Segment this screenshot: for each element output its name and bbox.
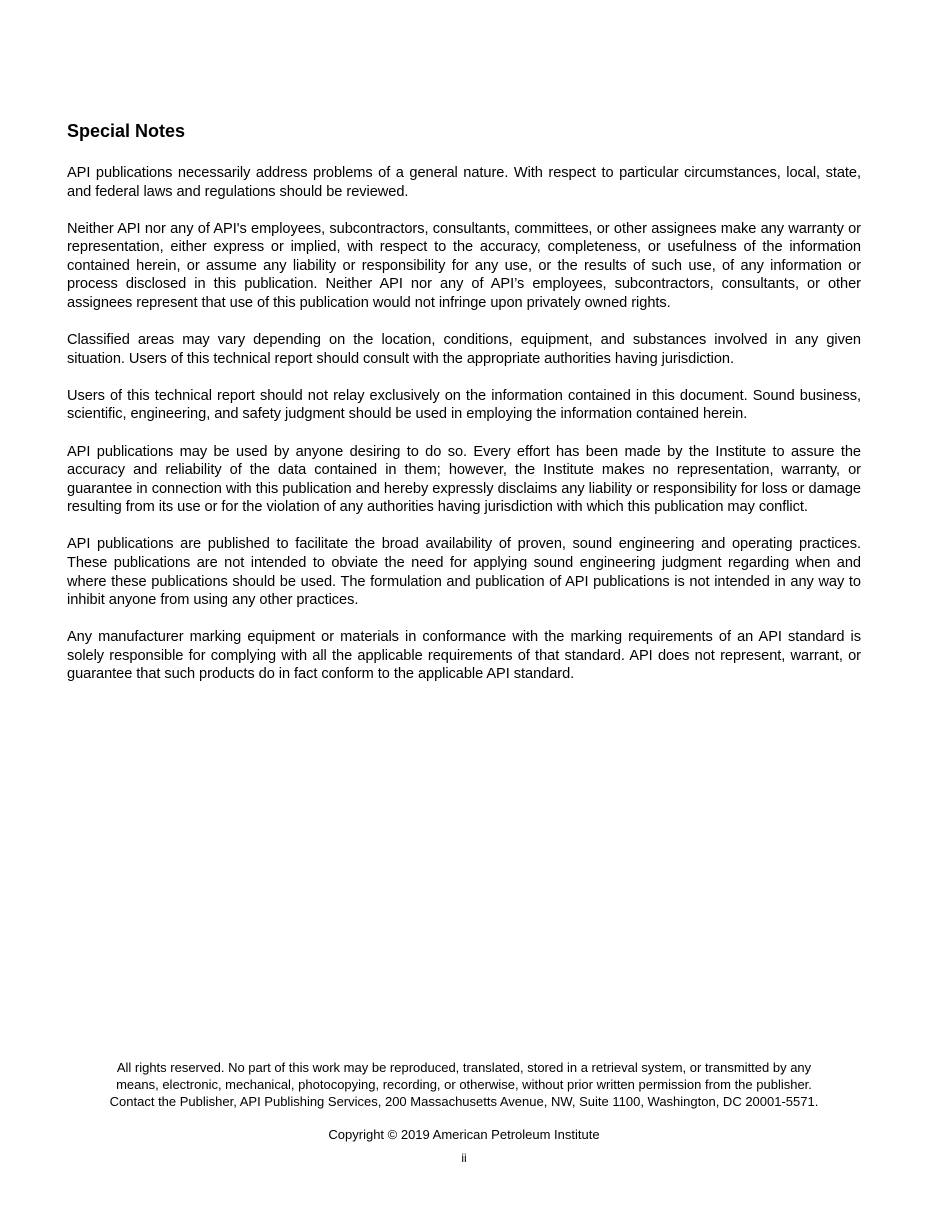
paragraph-1: API publications necessarily address problems of a general nature. With respect to particular circumstances, local, state, and federal laws and regulations should be reviewed. [67, 165, 861, 200]
rights-line-2: means, electronic, mechanical, photocopying, recording, or otherwise, without prior written permission from the publisher. [116, 1076, 812, 1092]
page-footer [67, 1060, 861, 1166]
paragraph-7: Any manufacturer marking equipment or materials in conformance with the marking requirements of an API standard is solely responsible for complying with all the applicable requirements of that standard. API does not represent, warrant, or guarantee that such products do in fact conform to the applicable API standard. [67, 629, 861, 683]
special-notes-section [67, 119, 861, 703]
section-heading: Special Notes [67, 121, 186, 141]
paragraph-5: API publications may be used by anyone desiring to do so. Every effort has been made by the Institute to assure the accuracy and reliability of the data contained in them; however, the Institute makes no representation, warranty, or guarantee in connection with this publication and hereby expressly disclaims any liability or responsibility for loss or damage resulting from its use or for the violation of any authorities having jurisdiction with which this publication may conflict. [67, 443, 861, 516]
rights-line-3: Contact the Publisher, API Publishing Services, 200 Massachusetts Avenue, NW, Suite 1100, Washington, DC 20001-5571. [109, 1093, 819, 1109]
paragraph-2: Neither API nor any of API's employees, subcontractors, consultants, committees, or other assignees make any warranty or representation, either express or implied, with respect to the accuracy, completeness, or usefulness of the information contained herein, or assume any liability or responsibility for any use, or the results of such use, of any information or process disclosed in this publication. Neither API nor any of API’s employees, subcontractors, consultants, or other assignees represent that use of this publication would not infringe upon privately owned rights. [67, 220, 861, 312]
paragraph-4: Users of this technical report should not relay exclusively on the information contained in this document. Sound business, scientific, engineering, and safety judgment should be used in employing the information contained herein. [67, 387, 861, 423]
paragraph-3: Classified areas may vary depending on the location, conditions, equipment, and substances involved in any given situation. Users of this technical report should consult with the appropriate authorities having jurisdiction. [67, 332, 861, 367]
copyright-notice: Copyright © 2019 American Petroleum Institute [328, 1127, 600, 1143]
page-number: ii [461, 1151, 467, 1166]
rights-line-1: All rights reserved. No part of this work may be reproduced, translated, stored in a retrieval system, or transmitted by any [116, 1060, 812, 1075]
rights-notice [67, 1060, 861, 1110]
paragraph-6: API publications are published to facilitate the broad availability of proven, sound engineering and operating practices. These publications are not intended to obviate the need for applying sound engineering judgment regarding when and where these publications should be used. The formulation and publication of API publications is not intended in any way to inhibit anyone from using any other practices. [67, 536, 861, 609]
